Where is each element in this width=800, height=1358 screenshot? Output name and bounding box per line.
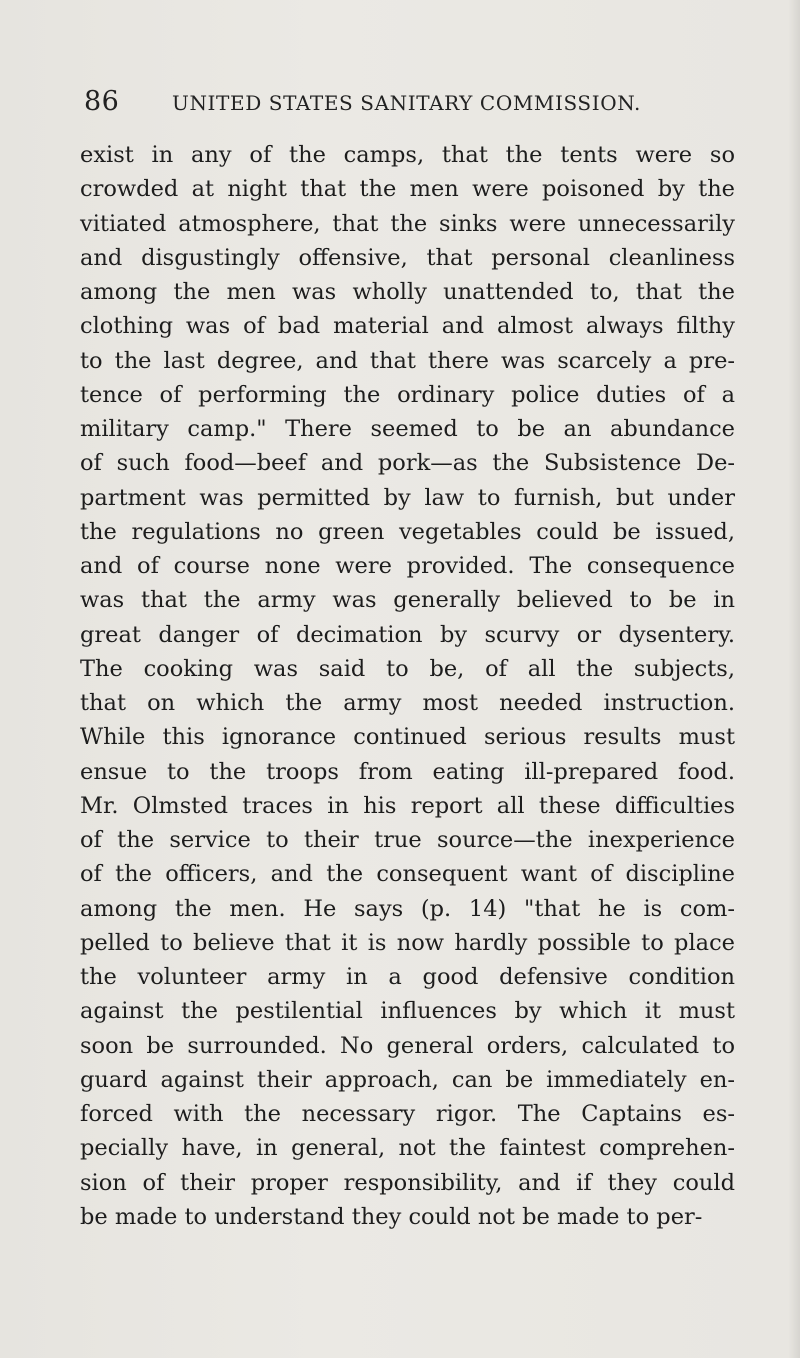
text-line: The cooking was said to be, of all the subjects, [80, 655, 735, 682]
page-edge-shadow [788, 0, 800, 1358]
text-line: guard against their approach, can be immediately en- [80, 1066, 735, 1093]
text-line: exist in any of the camps, that the tents were so [80, 142, 735, 168]
text-line: sion of their proper responsibility, and if they could [80, 1169, 735, 1196]
text-line: pelled to believe that it is now hardly possible to place [80, 929, 735, 956]
text-line: among the men. He says (p. 14) "that he is com- [80, 895, 735, 922]
text-line: military camp." There seemed to be an abundance [80, 416, 735, 442]
text-line: crowded at night that the men were poisoned by the [80, 176, 735, 203]
running-head: UNITED STATES SANITARY COMMISSION. [172, 91, 642, 115]
text-line: against the pestilential influences by which it must [80, 998, 735, 1025]
text-line: to the last degree, and that there was scarcely a pre- [80, 347, 735, 374]
text-line: soon be surrounded. No general orders, calculated to [80, 1032, 735, 1059]
text-line: of the officers, and the consequent want of discipline [80, 861, 735, 888]
text-line: was that the army was generally believed to be in [80, 587, 735, 614]
text-line: that on which the army most needed instruction. [80, 690, 735, 716]
text-line: great danger of decimation by scurvy or dysentery. [80, 621, 735, 648]
text-line: ensue to the troops from eating ill-prepared food. [80, 758, 735, 785]
text-line: partment was permitted by law to furnish, but under [80, 484, 735, 511]
page-number: 86 [84, 86, 120, 117]
text-line: pecially have, in general, not the faintest comprehen- [80, 1135, 735, 1162]
text-line: among the men was wholly unattended to, that the [80, 279, 735, 305]
text-line: tence of performing the ordinary police duties of a [80, 381, 735, 408]
text-line: clothing was of bad material and almost always filthy [80, 313, 735, 340]
body-text [80, 138, 735, 1234]
text-line: the regulations no green vegetables could be issued, [80, 518, 735, 545]
text-line: the volunteer army in a good defensive condition [80, 964, 735, 990]
page-header [84, 86, 724, 118]
text-line: of the service to their true source—the inexperience [80, 827, 735, 853]
text-line: and disgustingly offensive, that personal cleanliness [80, 244, 735, 271]
text-line: While this ignorance continued serious results must [80, 724, 735, 751]
text-line: and of course none were provided. The consequence [80, 553, 735, 579]
text-line: forced with the necessary rigor. The Captains es- [80, 1101, 735, 1127]
text-line: of such food—beef and pork—as the Subsistence De- [80, 450, 735, 477]
text-line: vitiated atmosphere, that the sinks were unnecessarily [80, 210, 735, 237]
text-line: be made to understand they could not be made to per- [80, 1203, 703, 1230]
text-line: Mr. Olmsted traces in his report all these difficulties [80, 792, 735, 819]
